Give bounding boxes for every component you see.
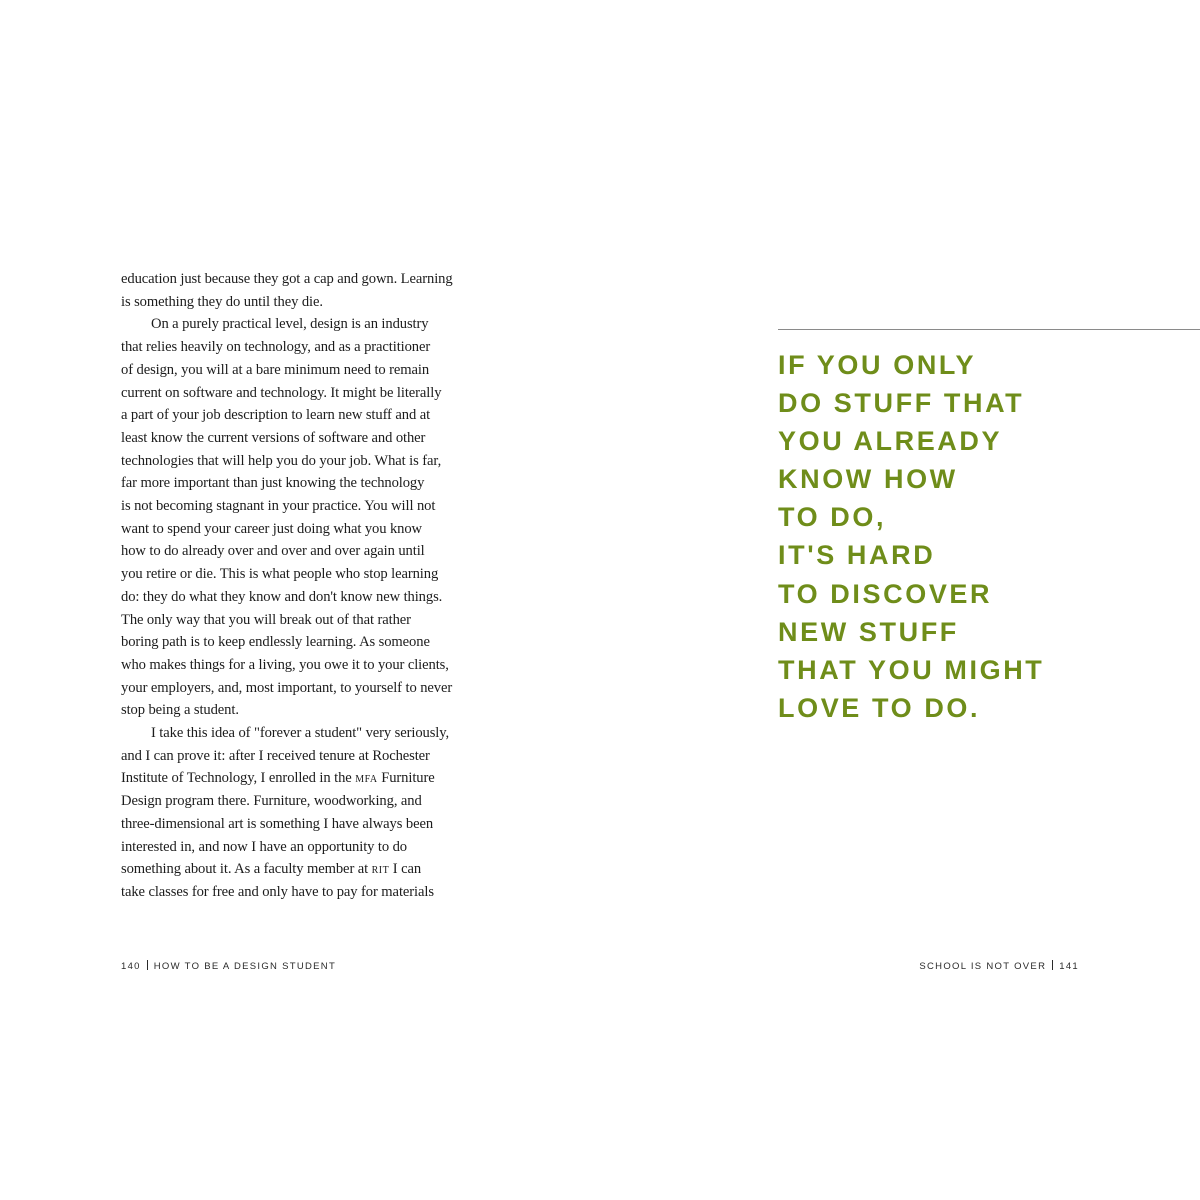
body-text-line: [121, 767, 513, 790]
body-text-line: On a purely practical level, design is an industry: [151, 316, 429, 333]
pull-quote-line: IF YOU ONLY: [778, 350, 977, 380]
body-text-line: and I can prove it: after I received tenure at Rochester: [121, 747, 430, 764]
body-text-segment: I can: [389, 861, 422, 878]
body-text-line: three-dimensional art is something I have always been: [121, 815, 434, 832]
folio-separator: [147, 960, 148, 970]
pull-quote-line: DO STUFF THAT: [778, 388, 1025, 419]
body-text-line: how to do already over and over and over again until: [121, 543, 425, 560]
left-page-folio: [121, 960, 336, 972]
body-text-line: who makes things for a living, you owe it to your clients,: [121, 656, 449, 673]
pull-quote-line: IT'S HARD: [778, 540, 936, 571]
body-text-line: is not becoming stagnant in your practice. You will not: [121, 498, 436, 515]
body-text-line: current on software and technology. It might be literally: [121, 384, 442, 401]
body-text-line: that relies heavily on technology, and as a practitioner: [121, 339, 431, 356]
body-text-line: boring path is to keep endlessly learning. As someone: [121, 634, 430, 651]
body-text-line: interested in, and now I have an opportunity to do: [121, 838, 407, 855]
small-caps-abbreviation: mfa: [355, 770, 378, 787]
body-text-line: least know the current versions of software and other: [121, 429, 426, 446]
body-text-line: I take this idea of "forever a student" very seriously,: [151, 725, 450, 742]
body-text-line: you retire or die. This is what people who stop learning: [121, 566, 439, 583]
body-text-line: of design, you will at a bare minimum need to remain: [121, 361, 430, 378]
body-text-line: is something they do until they die.: [121, 293, 323, 310]
page-number: 141: [1059, 961, 1079, 972]
body-text-line: a part of your job description to learn new stuff and at: [121, 407, 431, 424]
body-text-line: [121, 858, 513, 881]
body-text-line: far more important than just knowing the technology: [121, 475, 425, 492]
small-caps-abbreviation: rit: [371, 861, 390, 878]
body-text-line: technologies that will help you do your job. What is far,: [121, 452, 442, 469]
left-page-body-text: [121, 268, 513, 904]
page-number: 140: [121, 961, 141, 972]
body-text-line: want to spend your career just doing what you know: [121, 520, 422, 537]
body-text-line: your employers, and, most important, to yourself to never: [121, 679, 453, 696]
running-head: SCHOOL IS NOT OVER: [919, 961, 1047, 972]
body-text-line: take classes for free and only have to pay for materials: [121, 883, 434, 900]
body-text-line: stop being a student.: [121, 702, 239, 719]
pull-quote-line: NEW STUFF: [778, 616, 959, 647]
pull-quote-line: TO DO,: [778, 502, 887, 533]
pull-quote-rule: [778, 329, 1200, 330]
running-head: HOW TO BE A DESIGN STUDENT: [153, 961, 337, 972]
pull-quote: [778, 346, 1188, 727]
folio-separator: [1052, 960, 1053, 970]
body-text-line: education just because they got a cap and gown. Learning: [121, 271, 453, 287]
pull-quote-line: TO DISCOVER: [778, 578, 993, 609]
body-text-line: The only way that you will break out of that rather: [121, 611, 411, 628]
body-text-segment: Institute of Technology, I enrolled in the: [121, 770, 356, 787]
body-text-segment: Furniture: [377, 770, 435, 787]
right-page-folio: [919, 960, 1079, 972]
body-text-line: Design program there. Furniture, woodworking, and: [121, 793, 422, 810]
body-text-line: do: they do what they know and don't know new things.: [121, 588, 443, 605]
pull-quote-line: THAT YOU MIGHT: [778, 654, 1045, 685]
pull-quote-line: YOU ALREADY: [778, 426, 1003, 457]
pull-quote-line: LOVE TO DO.: [778, 692, 981, 723]
body-text-segment: something about it. As a faculty member at: [121, 861, 372, 878]
pull-quote-line: KNOW HOW: [778, 464, 958, 495]
